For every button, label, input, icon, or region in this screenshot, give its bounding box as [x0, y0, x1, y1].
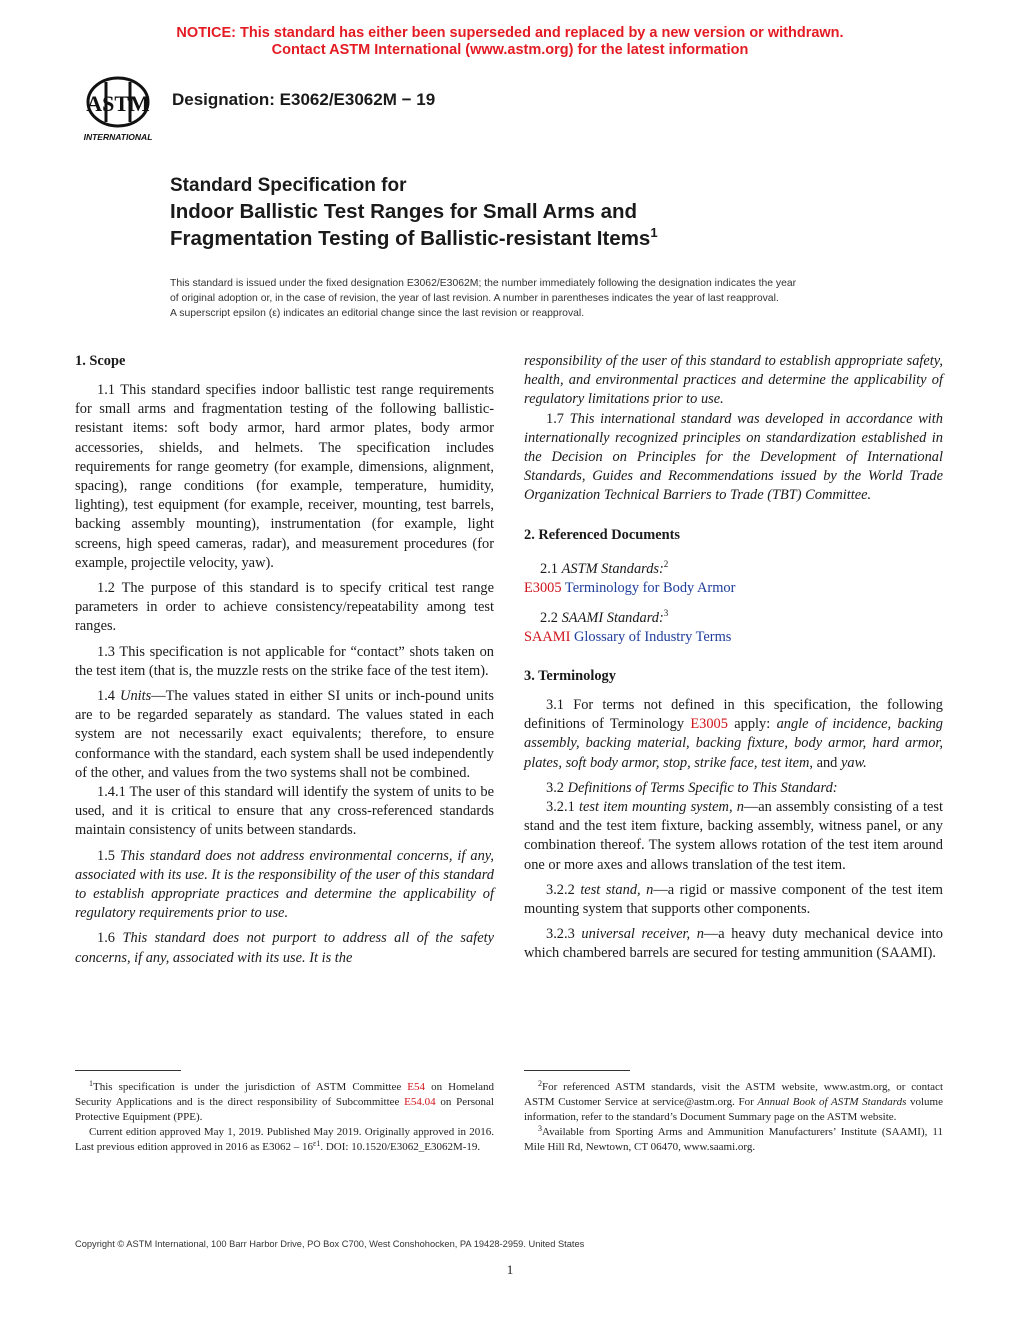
- reference-saami[interactable]: [524, 628, 943, 647]
- footnote-2-text-a: For referenced ASTM standards, visit the ASTM website, www.astm.org, or contact ASTM Customer Service at service@astm.org. For: [524, 1081, 943, 1108]
- section-2-2-footnote-mark: 3: [663, 607, 669, 618]
- scope-heading: 1. Scope: [75, 353, 126, 369]
- title-line-1: Standard Specification for: [170, 175, 407, 196]
- section-2-1-num: 2.1: [540, 560, 562, 577]
- section-3-2-1-def: —an assembly consisting of a test stand and the test item fixture, backing assembly, witness panel, or any combination thereof. The system allows rotation of the test item around one or more axes and allows translation of the test item.: [524, 799, 943, 873]
- page-number: 1: [506, 1262, 514, 1277]
- footnote-1-text-d: Current edition approved May 1, 2019. Published May 2019. Originally approved in 2016. Last previous edition approved in 2016 as E3062 – 16: [75, 1126, 494, 1153]
- section-3-2: [524, 779, 943, 798]
- footnote-2-text-b: volume information, refer to the standard’s Document Summary page on the ASTM website.: [524, 1096, 943, 1123]
- notice-banner: [0, 25, 1020, 59]
- section-3-2-3-def: —a heavy duty mechanical device into which chambered barrels are secured for testing ammunition (SAAMI).: [524, 926, 943, 962]
- section-1-1: 1.1 This standard specifies indoor ballistic test range requirements for small arms and fragmentation testing of the following ballistic-resistant items: soft body armor, hard armor plates, body armor accessories, shields, and helmets. The specification includes requirements for range geometry (for example, dimensions, alignment, spacing), range conditions (for example, temperature, humidity, lighting), test equipment (for example, receiver, mounting, test barrels, backing assembly mounting), instrumentation (for example, light screens, high speed cameras, radar), and measurement procedures (for example, projectile velocity, yaw).: [75, 382, 494, 571]
- footnote-2-mark: 2: [538, 1079, 542, 1088]
- terminology-heading: 3. Terminology: [524, 668, 616, 685]
- title-footnote-mark: 1: [650, 225, 658, 240]
- section-1-4-text: —The values stated in either SI units or inch-pound units are to be regarded separately as standard. The values stated in each system are not necessarily exact equivalents; therefore, to ensure conformance with the standard, each system shall be used independently of the other, and values from the two systems shall not be combined.: [75, 688, 494, 781]
- section-3-1-terms: angle of incidence, backing assembly, backing material, backing fixture, body armor, hard armor, plates, soft body armor, stop, strike face, test item,: [524, 716, 943, 771]
- referenced-documents-heading: 2. Referenced Documents: [524, 526, 680, 543]
- reference-e3005[interactable]: [524, 579, 943, 598]
- title-line-2: Indoor Ballistic Test Ranges for Small Arms and: [170, 200, 638, 223]
- footnote-1: [75, 1080, 494, 1125]
- section-1-5: [75, 847, 494, 924]
- section-1-4-italic: Units: [120, 688, 152, 705]
- section-2-1-footnote-mark: 2: [663, 558, 669, 569]
- title-line-3-text: Fragmentation Testing of Ballistic-resistant Items: [170, 227, 651, 250]
- footnote-1-text-e: . DOI: 10.1520/E3062_E3062M-19.: [320, 1141, 481, 1153]
- issue-note-line-3: A superscript epsilon (ε) indicates an editorial change since the last revision or reapproval.: [170, 308, 585, 319]
- astm-logo: [76, 74, 160, 144]
- footnote-1-edition: [75, 1125, 494, 1155]
- section-1-6-num: 1.6: [97, 930, 123, 947]
- title-line-3: [170, 225, 658, 252]
- footnote-3: [524, 1125, 943, 1155]
- section-1-6-continued: [524, 352, 943, 410]
- section-1-5-text: This standard does not address environmental concerns, if any, associated with its use. It is the responsibility of the user of this standard to establish appropriate practices and determine the applicability of regulatory requirements prior to use.: [75, 847, 494, 922]
- section-3-1-text-b: apply:: [727, 716, 777, 733]
- section-1-7-text: This international standard was developed in accordance with internationally recognized principles on standardization established in the Decision on Principles for the Development of International Standards, Guides and Recommendations issued by the World Trade Organization Technical Barriers to Trade (TBT) Committee.: [524, 410, 943, 504]
- footnote-1-text-b: on Homeland Security Applications and is the direct responsibility of Subcommittee: [75, 1081, 494, 1108]
- section-3-2-3-num: 3.2.3: [546, 926, 582, 943]
- footnote-1-mark: 1: [89, 1079, 93, 1088]
- section-3-2-2: [524, 881, 943, 919]
- section-3-1-e3005-link[interactable]: E3005: [690, 716, 728, 733]
- section-3-1-yaw: yaw.: [840, 754, 867, 771]
- footnote-1-text-c: on Personal Protective Equipment (PPE).: [75, 1096, 494, 1123]
- reference-saami-code[interactable]: SAAMI: [524, 628, 571, 645]
- section-1-4-num: 1.4: [97, 688, 121, 705]
- section-1-6: [75, 929, 494, 967]
- logo-text: INTERNATIONAL: [83, 132, 153, 142]
- section-3-1: [524, 696, 943, 773]
- section-3-2-2-term: test stand, n: [580, 881, 654, 898]
- section-2-1-label: ASTM Standards:: [561, 560, 664, 577]
- designation: Designation: E3062/E3062M − 19: [172, 90, 436, 109]
- section-3-2-3: [524, 925, 943, 963]
- section-3-1-and: and: [813, 754, 841, 771]
- section-3-2-num: 3.2: [546, 779, 568, 796]
- footnote-1-text-a: This specification is under the jurisdiction of ASTM Committee: [93, 1081, 408, 1093]
- section-1-4-1: 1.4.1 The user of this standard will identify the system of units to be used, and it is critical to ensure that any cross-referenced standards maintain consistency of units between standards.: [75, 784, 494, 839]
- footnote-3-text: Available from Sporting Arms and Ammunition Manufacturers’ Institute (SAAMI), 11 Mile Hill Rd, Newtown, CT 06470, www.saami.org.: [524, 1126, 943, 1153]
- reference-e3005-title[interactable]: Terminology for Body Armor: [561, 579, 736, 596]
- footnote-1-e5404-link[interactable]: E54.04: [404, 1096, 436, 1108]
- footnote-2-italic: Annual Book of ASTM Standards: [757, 1096, 907, 1108]
- section-3-2-2-num: 3.2.2: [546, 881, 581, 898]
- issue-note: [170, 276, 850, 321]
- section-1-2: 1.2 The purpose of this standard is to specify critical test range parameters in order to achieve consistency/repeatability among test ranges.: [75, 580, 494, 635]
- left-column: [75, 352, 494, 974]
- copyright: Copyright © ASTM International, 100 Barr Harbor Drive, PO Box C700, West Conshohocken, PA 19428-2959. United States: [75, 1239, 585, 1249]
- footnote-divider-right: [524, 1070, 630, 1071]
- section-1-7-num: 1.7: [546, 410, 570, 427]
- reference-saami-title[interactable]: Glossary of Industry Terms: [570, 628, 732, 645]
- section-3-2-1: [524, 798, 943, 875]
- section-1-6-text: This standard does not purport to address all of the safety concerns, if any, associated with its use. It is the: [75, 930, 494, 966]
- footnote-2: [524, 1080, 943, 1125]
- notice-line-2: Contact ASTM International (www.astm.org) for the latest information: [271, 42, 749, 58]
- footnote-1-e54-link[interactable]: E54: [407, 1081, 426, 1093]
- document-title: [170, 174, 658, 252]
- footnotes-right: [524, 1080, 943, 1155]
- section-2-2: [524, 604, 943, 628]
- issue-note-line-2: of original adoption or, in the case of revision, the year of last revision. A number in parentheses indicates the year of last reapproval.: [170, 293, 779, 304]
- section-1-4: [75, 687, 494, 783]
- section-3-2-1-term: test item mounting system, n: [578, 799, 744, 816]
- reference-e3005-code[interactable]: E3005: [524, 579, 562, 596]
- section-3-2-text: Definitions of Terms Specific to This Standard:: [567, 779, 838, 796]
- footnote-1-epsilon: ε1: [313, 1139, 321, 1148]
- section-2-1: [524, 555, 943, 579]
- section-3-2-1-num: 3.2.1: [546, 799, 579, 816]
- section-1-3: 1.3 This specification is not applicable for “contact” shots taken on the test item (that is, the muzzle rests on the strike face of the test item).: [75, 643, 494, 679]
- footnotes-left: [75, 1080, 494, 1155]
- section-2-2-num: 2.2: [540, 609, 562, 626]
- issue-note-line-1: This standard is issued under the fixed designation E3062/E3062M; the number immediately following the designation indicates the year: [170, 278, 797, 289]
- logo-mark: ASTM: [86, 91, 150, 116]
- right-column: [524, 352, 943, 970]
- section-3-2-2-def: —a rigid or massive component of the test item mounting system that supports other components.: [524, 881, 943, 918]
- section-2-2-label: SAAMI Standard:: [561, 609, 664, 626]
- footnote-divider-left: [75, 1070, 181, 1071]
- section-3-2-3-term: universal receiver, n: [581, 926, 704, 943]
- section-1-7: [524, 410, 943, 506]
- section-1-6-continued-text: responsibility of the user of this standard to establish appropriate safety, health, and environmental practices and determine the applicability of regulatory limitations prior to use.: [524, 353, 943, 408]
- section-3-1-text-a: 3.1 For terms not defined in this specification, the following definitions of Terminology: [524, 697, 943, 733]
- section-1-5-num: 1.5: [97, 847, 120, 864]
- notice-line-1: NOTICE: This standard has either been superseded and replaced by a new version or withdrawn.: [176, 25, 844, 41]
- footnote-3-mark: 3: [538, 1124, 542, 1133]
